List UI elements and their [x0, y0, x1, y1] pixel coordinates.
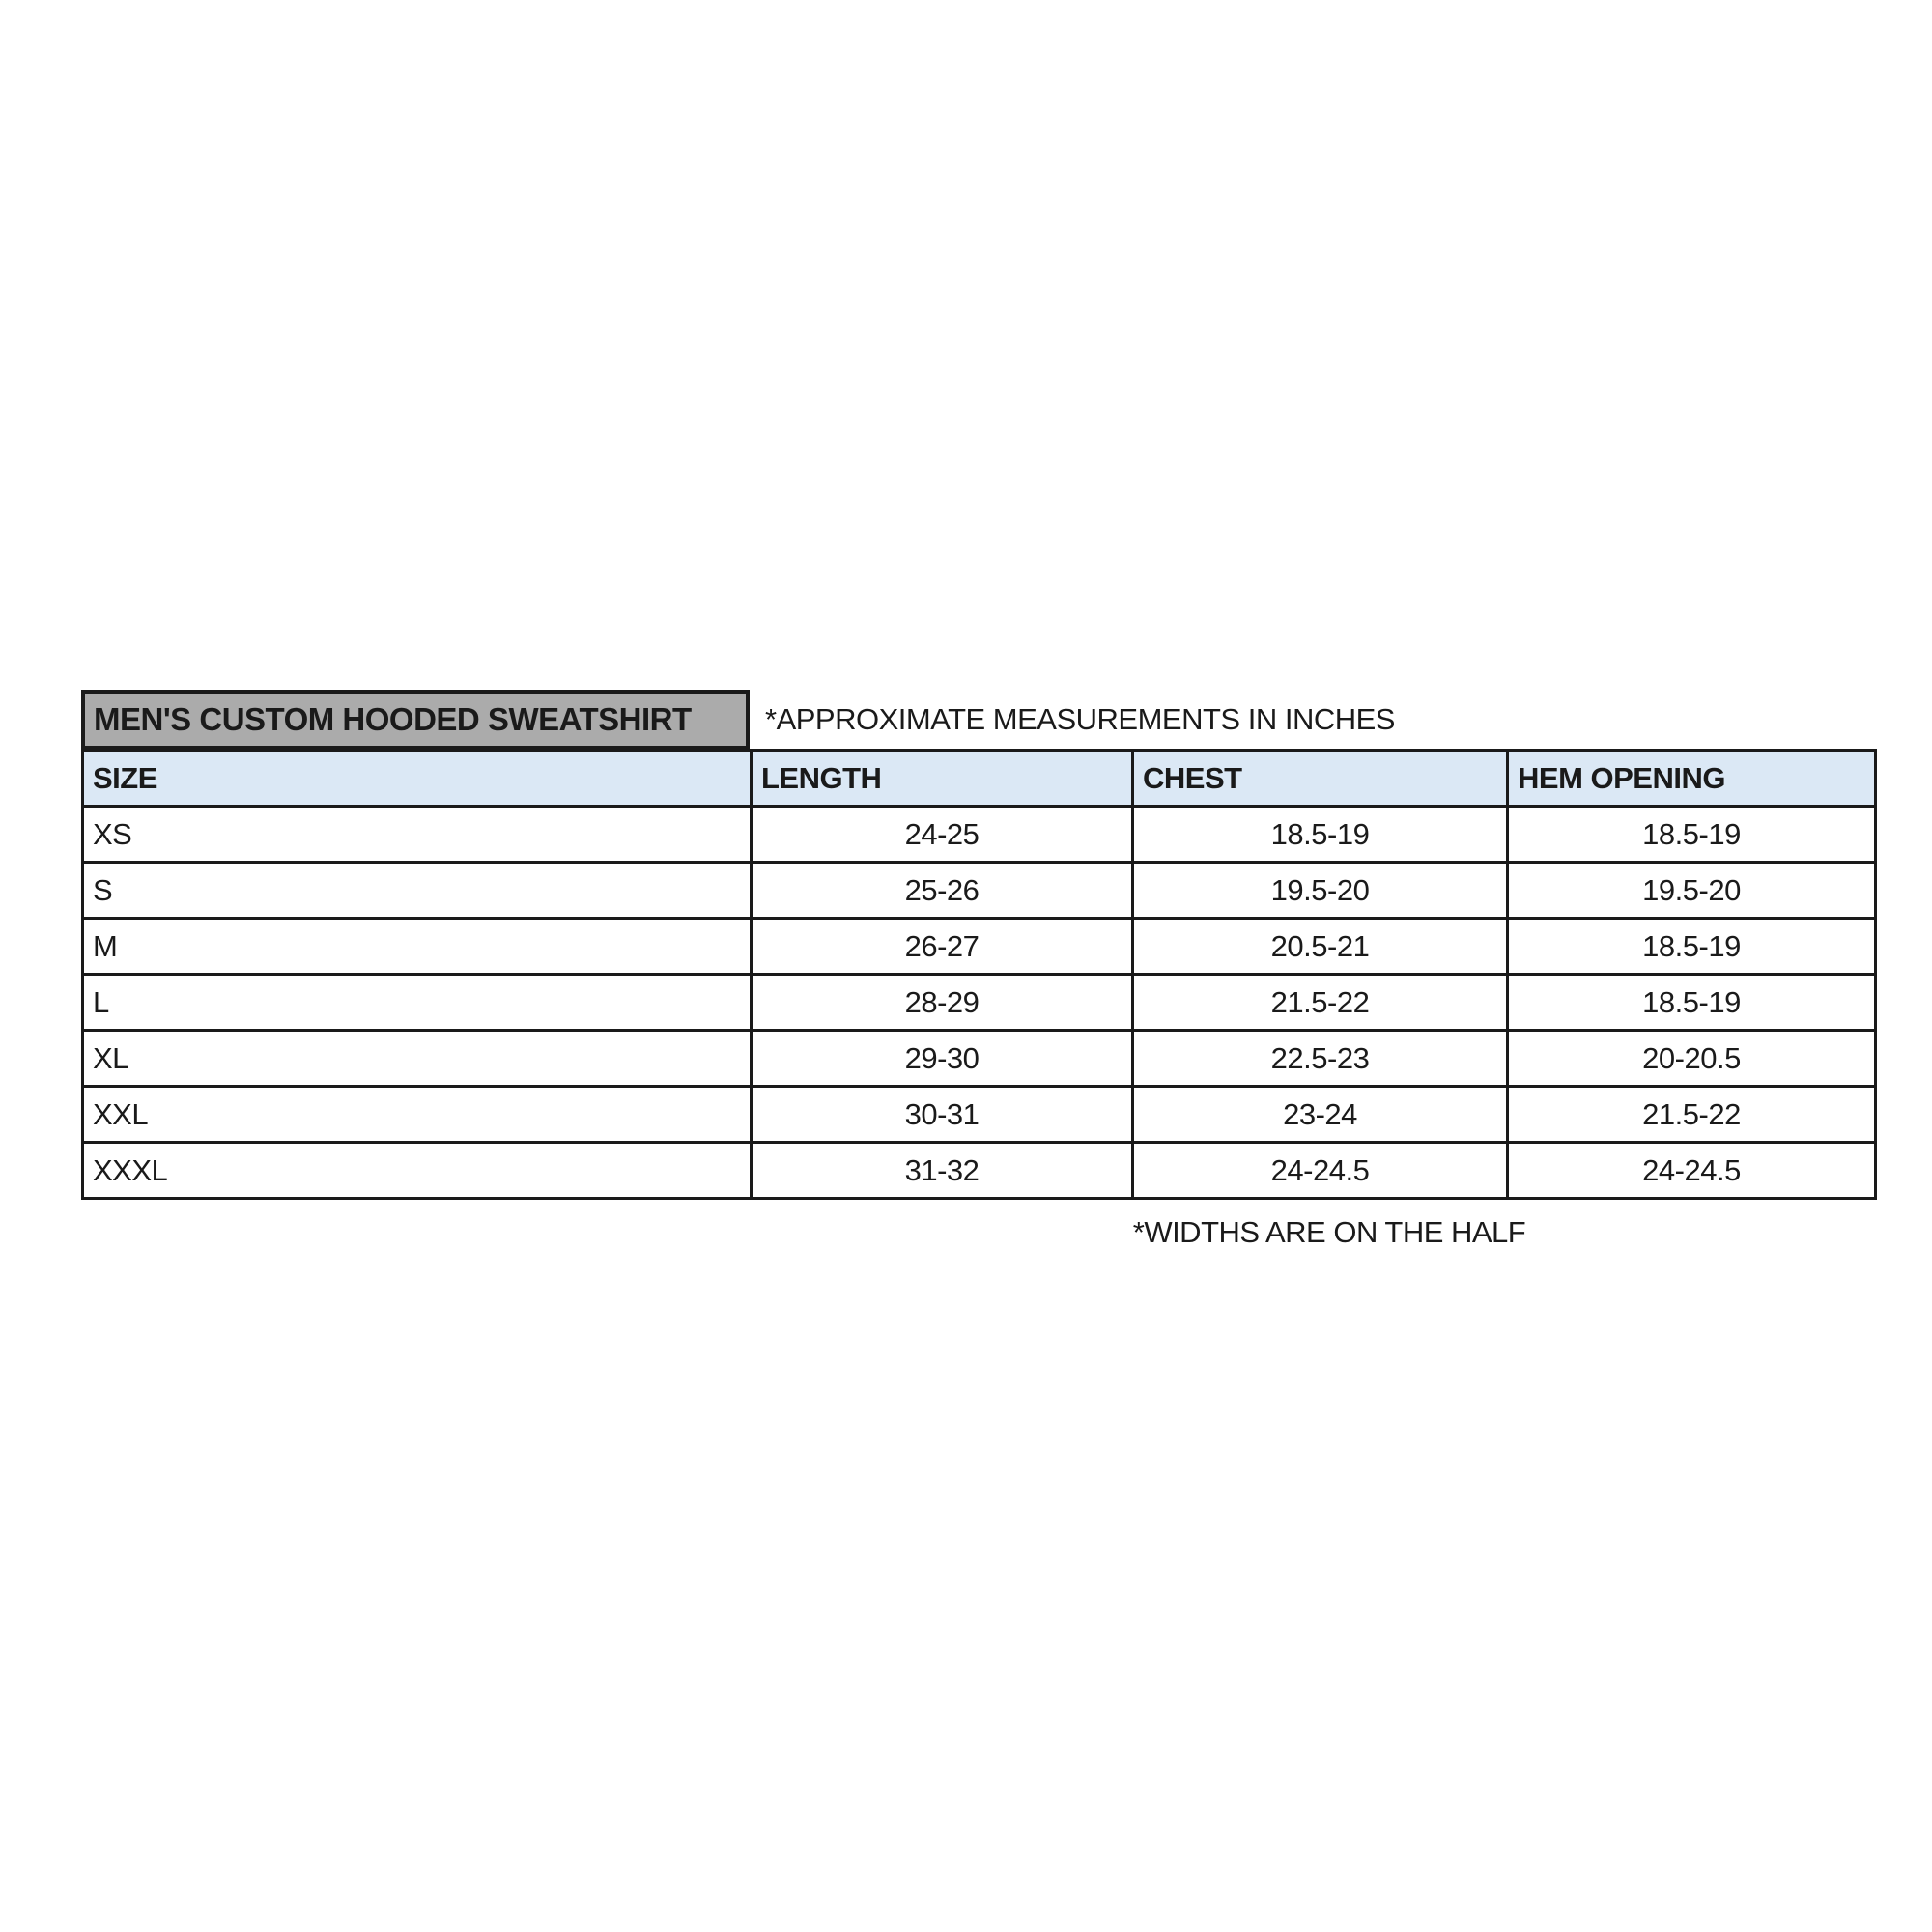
hem-opening-cell: 20-20.5: [1508, 1031, 1876, 1087]
size-cell: XL: [83, 1031, 752, 1087]
chest-cell: 21.5-22: [1133, 975, 1508, 1031]
chest-cell: 19.5-20: [1133, 863, 1508, 919]
size-cell: L: [83, 975, 752, 1031]
hem-opening-cell: 19.5-20: [1508, 863, 1876, 919]
table-row-xxxl: [83, 1143, 1876, 1199]
widths-footnote: *WIDTHS ARE ON THE HALF: [1132, 1215, 1526, 1249]
table-row-xs: [83, 807, 1876, 863]
length-cell: 29-30: [752, 1031, 1133, 1087]
column-header-hem-opening: HEM OPENING: [1508, 751, 1876, 807]
table-row-s: [83, 863, 1876, 919]
length-cell: 26-27: [752, 919, 1133, 975]
length-cell: 24-25: [752, 807, 1133, 863]
size-cell: XXL: [83, 1087, 752, 1143]
length-cell: 25-26: [752, 863, 1133, 919]
column-header-size: SIZE: [83, 751, 752, 807]
chest-cell: 22.5-23: [1133, 1031, 1508, 1087]
chest-cell: 20.5-21: [1133, 919, 1508, 975]
chest-cell: 24-24.5: [1133, 1143, 1508, 1199]
column-header-chest: CHEST: [1133, 751, 1508, 807]
hem-opening-cell: 18.5-19: [1508, 975, 1876, 1031]
column-header-length: LENGTH: [752, 751, 1133, 807]
size-cell: M: [83, 919, 752, 975]
title-row: [81, 690, 1874, 749]
length-cell: 28-29: [752, 975, 1133, 1031]
measurements-note: *APPROXIMATE MEASUREMENTS IN INCHES: [765, 701, 1395, 736]
chart-title: MEN'S CUSTOM HOODED SWEATSHIRT: [81, 690, 750, 749]
table-row-xxl: [83, 1087, 1876, 1143]
size-cell: XS: [83, 807, 752, 863]
table-row-m: [83, 919, 1876, 975]
chest-cell: 23-24: [1133, 1087, 1508, 1143]
hem-opening-cell: 18.5-19: [1508, 807, 1876, 863]
hem-opening-cell: 18.5-19: [1508, 919, 1876, 975]
hem-opening-cell: 24-24.5: [1508, 1143, 1876, 1199]
header-row: [83, 751, 1876, 807]
size-cell: S: [83, 863, 752, 919]
length-cell: 31-32: [752, 1143, 1133, 1199]
size-cell: XXXL: [83, 1143, 752, 1199]
length-cell: 30-31: [752, 1087, 1133, 1143]
hem-opening-cell: 21.5-22: [1508, 1087, 1876, 1143]
table-row-xl: [83, 1031, 1876, 1087]
size-chart: [81, 690, 1874, 1250]
chest-cell: 18.5-19: [1133, 807, 1508, 863]
table-row-l: [83, 975, 1876, 1031]
size-table: [81, 749, 1877, 1200]
